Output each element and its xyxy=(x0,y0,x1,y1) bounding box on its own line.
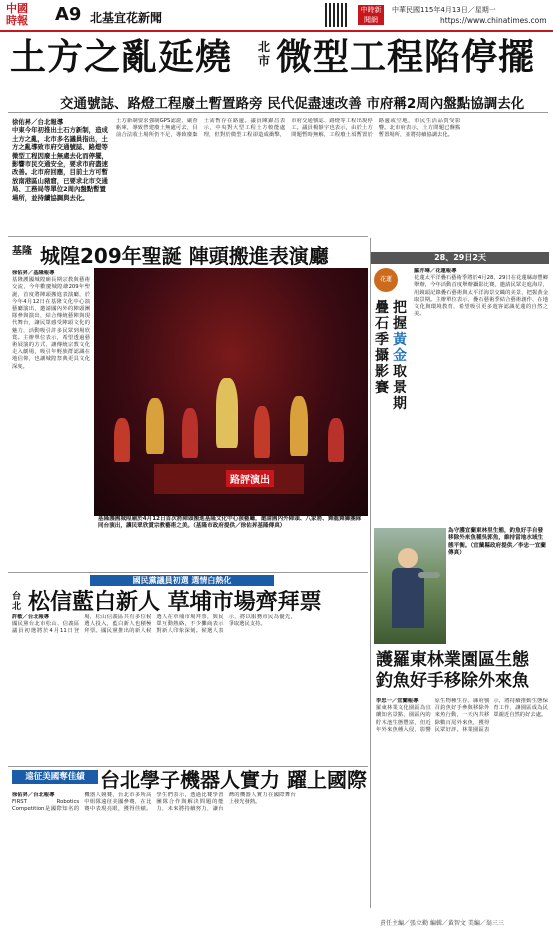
right-title-col2-c: 取景期 xyxy=(393,364,407,412)
right-story2-text: 羅東林業文化園區為宜蘭知名景點，園區內的貯木池生態豐富，但近年外來魚種入侵，影響原生物種生存。縣府號召釣魚好手參與移除外來魚行動，一天內共移除數百尾外來魚，獲得民眾好評。林業園區表示，將持續推動生態保育工作，讓園區成為民眾親近自然的好去處。 xyxy=(376,698,548,733)
site-url[interactable]: https://www.chinatimes.com xyxy=(440,16,547,25)
right-story2-body xyxy=(376,698,548,910)
section-name: 北基宜花新聞 xyxy=(90,11,163,25)
divider xyxy=(8,572,368,573)
story2-tag: 基隆 xyxy=(12,246,32,257)
lead-intro-text: 中東今年初推出土石方新制，造成土方之亂，北市多名議員指出，土方之亂導致市府交通號誌、路燈等微型工程因廢土無處去化而停擺，影響市民交通安全，要求市府盡速改善。北市府回應，目前土方可暫放南港區山豬窟，已要求北市交通局、工務局等單位2周內盤點暫置場所，並持續協調與去化。 xyxy=(12,126,108,202)
logo-bottom-text: 時報 xyxy=(6,14,28,27)
right-title-col2 xyxy=(393,300,409,412)
fisherman-photo xyxy=(374,528,446,644)
page-credits: 責任主編／張立勤 編輯／黃智文 美編／翁三三 xyxy=(380,920,504,927)
right-title-col2-highlight: 黃金 xyxy=(393,332,407,364)
lead-headline-part2: 微型工程陷停擺 xyxy=(276,37,536,78)
right-story2-title: 護羅東林業園區生態 釣魚好手移除外來魚 xyxy=(376,650,529,691)
story3-text: 國民黨台北市松山、信義區議員初選將於4月11日登場，松山信義區共有多位候選人投入，藍白新人也積極拜票。國民黨推出的新人候選人在草埔市場拜票，與民眾互動熱絡，不少攤商表示對新人印象深刻。候選人表示，將以服務市民為優先，爭取選民支持。 xyxy=(12,614,296,635)
masthead xyxy=(0,0,553,32)
page-number: A9 xyxy=(55,4,82,25)
lead-city-tag: 北市 xyxy=(258,40,271,68)
story2-byline: 徐佑昇／基隆報導 xyxy=(12,270,55,276)
story2-body xyxy=(12,270,90,570)
story4-body xyxy=(12,792,368,912)
lead-headline-part1: 土方之亂延燒 xyxy=(10,37,233,78)
photo-tag: 路評演出 xyxy=(226,470,274,487)
fisherman-caption: 為守護宜蘭東林里生態，釣魚好手自發移除外來魚種吳郭魚，維持當地水域生態平衡。（宜蘭縣政府提供／李忠一宜蘭傳真） xyxy=(448,528,546,557)
story4-title: 台北學子機器人實力 躍上國際 xyxy=(100,768,367,792)
story3-byline: 許敏／台北報導 xyxy=(12,614,50,620)
story3-title: 松信藍白新人 草埔市場齊拜票 xyxy=(28,590,322,615)
region-badge: 花蓮 xyxy=(374,268,398,292)
photo-caption: 基隆護國城隍廟於4月12日首次將陣頭搬進基隆文化中心演藝廳，邀請國內外陣頭、八家將、舞龍舞獅團隊同台演出，讓民眾欣賞宗教藝術之美。（基隆市政府提供／徐佑昇基隆傳真） xyxy=(98,516,362,530)
divider xyxy=(8,112,548,113)
right-body xyxy=(414,268,548,524)
story3-tag: 台北 xyxy=(12,592,22,612)
story4-byline: 徐佑昇／台北報導 xyxy=(12,792,55,798)
right-title-col2-a: 把握 xyxy=(393,300,407,332)
lead-intro xyxy=(12,118,110,234)
qr-code-icon xyxy=(325,3,349,27)
story2-title: 城隍209年聖誕 陣頭搬進表演廳 xyxy=(40,244,329,268)
lead-body: 土方新制要求強制GPS認證、嚴查虧庫，導致營建廢土無處可去，目前合法收土場所仍不足，導致廢棄土需暫存在路邊。議員陳錦昌表示，中央對大型工程土方較能處理，但對於微型工程卻造成衝擊，市府交通號誌、路燈等工程出現停工。議員楊靜宇也表示，由於土方問題暫時無解，工程廢土須暫置於路邊或空地，市民生活品質受影響。北市府表示，土方問題已盤點暫置場所，並將持續協調去化。 xyxy=(116,118,461,139)
event-date-bar: 28、29日2天 xyxy=(371,252,549,264)
divider xyxy=(370,238,371,908)
story4-text: FIRST Robotics Competition是國際知名的機器人競賽，台北市多所高中組隊遠征美國參賽，在比賽中表現亮眼，獲得佳績。學生們表示，透過比賽學習團隊合作與解決問題的能力，未來將持續努力，讓台灣的機器人實力在國際舞台上發光發熱。 xyxy=(12,792,296,813)
story4-kicker: 遠征美國奪佳績 xyxy=(12,770,98,784)
story2-text: 基隆護國城隍廟長期宗教與藝術交流，今年歡慶城隍爺209年聖誕，首度將陣頭搬進表演廳，於今年4月12日在基隆文化中心演藝廳演出，邀請國內外的陣頭團隊參與演出，結合傳統藝陣與現代舞台，讓民眾感受陣頭文化的魅力，活動吸引許多民眾到場欣賞。主辦單位表示，希望透過藝術展演的方式，讓傳統宗教文化走入劇場，吸引年輕族群認識在地信仰，也讓城隍祭典更具文化深度。 xyxy=(12,277,90,370)
lead-subhead: 交通號誌、路燈工程廢土暫置路旁 民代促盡速改善 市府稱2周內盤點協調去化 xyxy=(60,96,525,112)
story3-kicker: 國民黨議員初選 選情白熱化 xyxy=(90,575,274,586)
newspaper-logo xyxy=(6,3,48,27)
right-story2-byline: 李忠一／宜蘭報導 xyxy=(376,698,419,704)
divider xyxy=(8,236,368,237)
right-byline: 羅亦琳／花蓮報導 xyxy=(414,268,457,274)
right-title-col1: 疊石季攝影賽 xyxy=(375,300,389,396)
issue-date: 中華民國115年4月13日／星期一 xyxy=(392,6,496,14)
story3-body xyxy=(12,614,368,764)
lead-byline: 徐佑昇／台北報導 xyxy=(12,118,64,126)
logo-top-text: 中國 xyxy=(6,2,28,15)
right-text: 花蓮太平洋疊石藝術季將於4月28、29日在花蓮縣壽豐鄉舉辦，今年活動首度舉辦攝影比賽，邀請民眾走進海岸，用鏡頭記錄疊石藝術與太平洋海景交織的美景，把握黃金取景期。主辦單位表示，疊石藝術季結合藝術創作、在地文化與環境教育，希望吸引更多遊客認識花蓮的自然之美。 xyxy=(414,275,548,318)
site-badge: 中時新聞網 xyxy=(358,5,384,25)
